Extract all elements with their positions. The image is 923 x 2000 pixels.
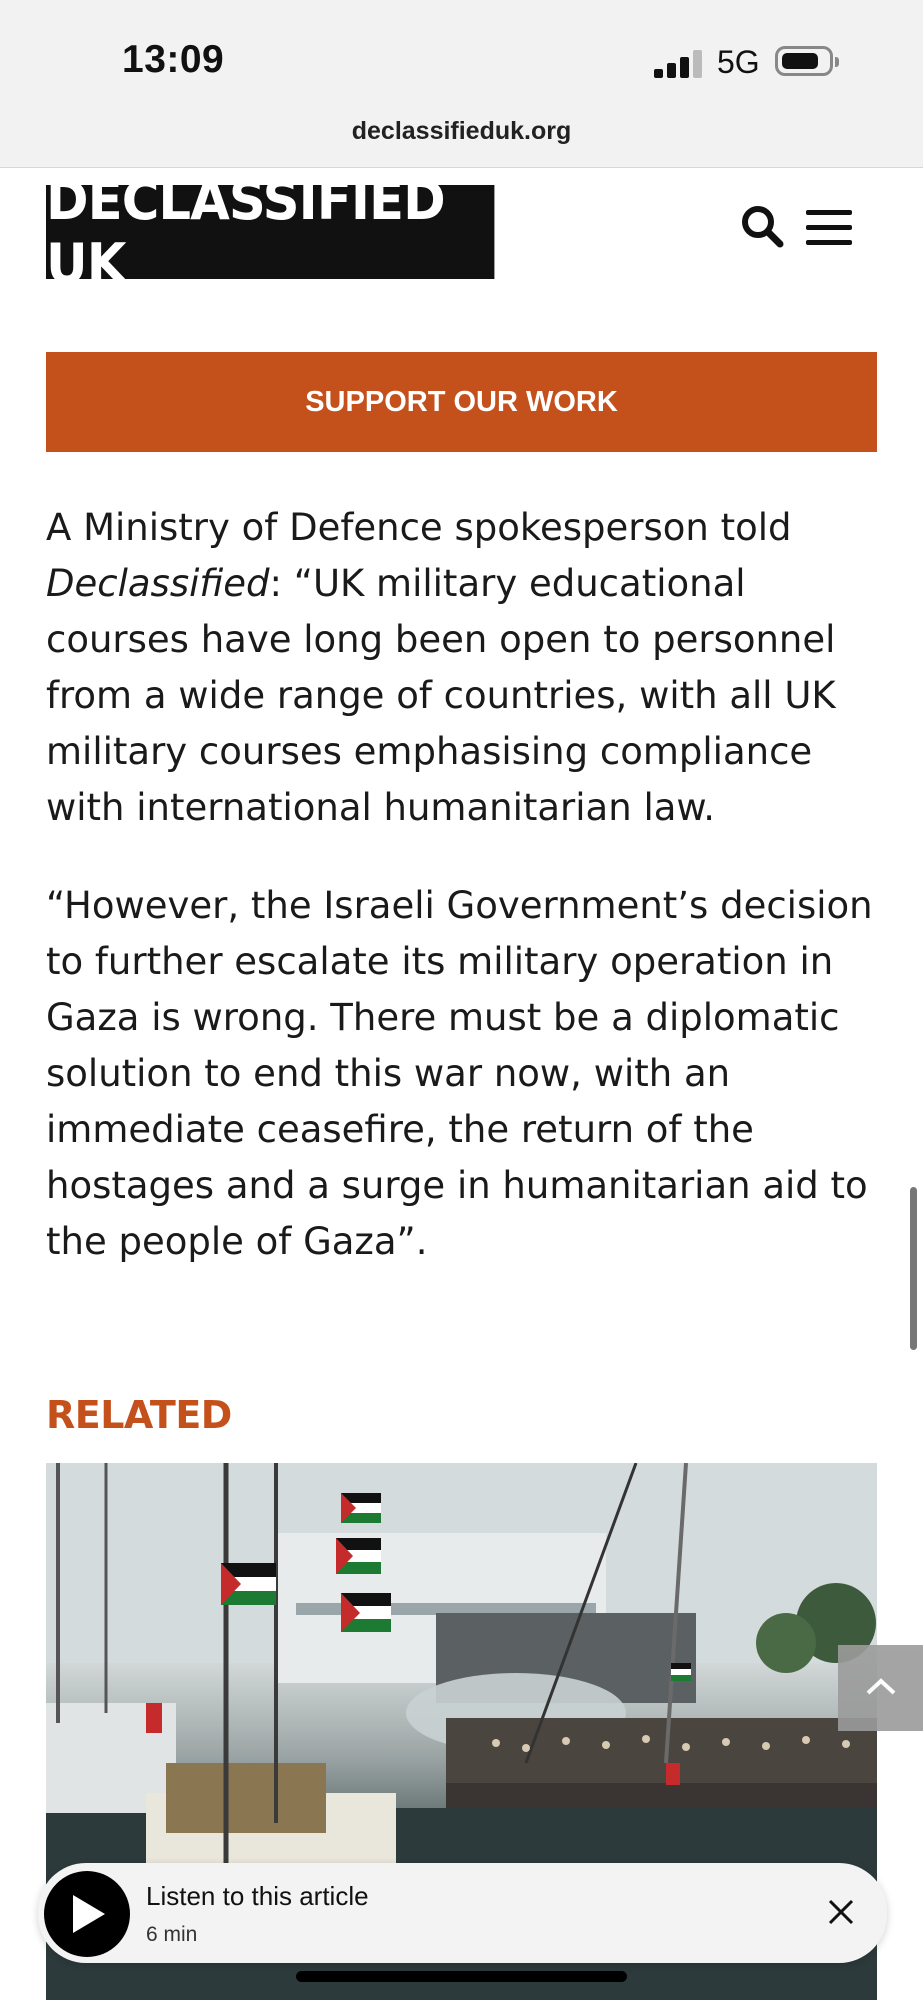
- audio-title: Listen to this article: [146, 1881, 369, 1911]
- status-and-url-bar: [0, 0, 923, 168]
- status-time: 13:09: [122, 38, 225, 81]
- related-heading: RELATED: [46, 1393, 232, 1437]
- battery-icon: [775, 46, 833, 76]
- audio-player: [38, 1863, 887, 1963]
- article-paragraph: A Ministry of Defence spokesperson told Declassified: “UK military educational courses have long been open to personnel from a wide range of countries, with all UK military courses emphasising compliance with international humanitarian law.: [46, 506, 836, 829]
- back-to-top-button[interactable]: [838, 1645, 923, 1731]
- scrollbar-thumb[interactable]: [910, 1187, 917, 1350]
- cellular-signal-icon: [654, 48, 702, 78]
- menu-icon[interactable]: [806, 210, 852, 246]
- chevron-up-icon: [838, 1645, 923, 1731]
- address-bar-url[interactable]: declassifieduk.org: [351, 117, 572, 145]
- article-paragraph: “However, the Israeli Government’s decision to further escalate its military operation in Gaza is wrong. There must be a diplomatic solution to end this war now, with an immediate ceasefire, the return of the hostages and a surge in humanitarian aid to the people of Gaza”.: [46, 884, 873, 1263]
- site-logo[interactable]: DECLASSIFIED UK: [46, 185, 494, 279]
- support-our-work-button[interactable]: SUPPORT OUR WORK: [46, 352, 877, 452]
- network-type: 5G: [717, 44, 760, 80]
- audio-duration: 6 min: [146, 1923, 198, 1946]
- search-icon[interactable]: [740, 204, 784, 248]
- home-indicator[interactable]: [296, 1971, 627, 1982]
- close-icon[interactable]: [824, 1895, 858, 1929]
- article-body: [46, 500, 886, 1312]
- play-button[interactable]: [44, 1871, 130, 1957]
- play-icon: [71, 1893, 107, 1935]
